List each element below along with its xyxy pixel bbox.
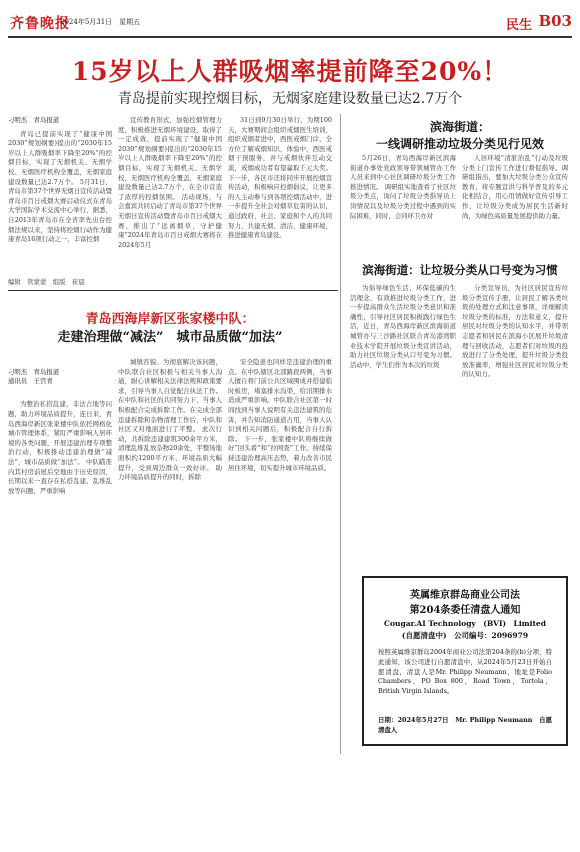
- story2-text-1: 为整治私搭乱建，非法占地等问题，助力环境品质提升，连日来，青岛西海岸新区张家楼中队依托网格化城市管理体系，紧盯严重影响人居环境的各类问题，开展违建治理专项整治行动，积极推动违建治理做“减法”，城市品质做“加法”。 中队瞄准内其村房前屋后空地由于历史原因，长期以来一直存在私搭乱建、乱堆乱放等问题，严重影响: [8, 400, 112, 495]
- main-headline: 15岁以上人群吸烟率提前降至20%！: [71, 57, 509, 86]
- notice-title: 英属维京群岛商业公司法: [410, 590, 520, 601]
- story4-column-1: [350, 284, 456, 370]
- notice-company-line-2: (自愿清盘中) 公司编号：2096979: [401, 631, 529, 640]
- story-divider: [8, 290, 338, 291]
- main-story-column-1: [8, 116, 112, 245]
- story2-headline-2: 走建治理做“减法” 城市品质做“加法”: [57, 330, 283, 345]
- main-subhead: 青岛提前实现控烟目标，无烟家庭建设数量已达2.7万个: [117, 91, 463, 107]
- story4-text-1: 为倡导绿色生活，环保低碳的生活理念，有效推进垃圾分类工作，进一步提高群众生活垃圾分类意识和准确性，引导社区居民积极践行绿色生活，近日，青岛西海岸新区滨海街道城管办与三沙路社区联合青岛港湾职业技术学院开展垃圾分类宣讲活动，助力社区垃圾分类从口号变为习惯。 活动中，学生们作为本次的垃圾: [350, 284, 456, 369]
- main-story-text-1: 青岛已提前实现了“健康中国2030”规划纲要)提出的“2030年15岁以上人群吸烟率下降至20%”的控烟目标，实现了无烟机关、无烟学校、无烟医疗机构全覆盖，无烟家庭建设数量已达2.7万个。 5月31日，青岛市第37个世界无烟日宣传活动暨青岛市百日戒烟大赛启动仪式在青岛大学国际学术交流中心举行，据悉，自2013年青岛市在全省率先出台控烟法规以来，坚持将控烟行动作为健康青岛16项行动之一，丰富控烟: [8, 129, 112, 244]
- story2-column-1: [8, 358, 112, 506]
- masthead-rule: [8, 36, 572, 38]
- story2-column-2: [118, 358, 222, 483]
- editor-line: 编辑 管蒙蒙 组版 崔晨: [8, 278, 85, 286]
- story3-column-2: [462, 154, 568, 221]
- story4-text-2: 分类宣导员，为社区居民宣传垃圾分类宣传手册，让居民了解各类垃圾的处理方式和注意事项，详细解读垃圾分类的标准，方法和意义，提升居民对垃圾分类的认知水平，并带领志愿者和居民在滨海小区展开垃圾清理与回收活动，志愿者们对垃圾的投放进行了分类处理，提升垃圾分类投放准确率，增强社区居民对垃圾分类的认知力。: [462, 284, 568, 379]
- main-story-column-2: [118, 116, 222, 250]
- issue-date: 2024年5月31日 星期五: [60, 18, 141, 26]
- legal-notice-box: [362, 576, 568, 746]
- story3-text-2: 人居环境“清脏治乱”行动及垃圾分类上门宣传工作进行督促指导。调研组指出，要加大垃圾分类公众宣传教育，将专题宣讲与科学普及的多元化相结合，用心用情做好宣传引导工作，让垃圾分类成为居民生活新时尚，为绿色高质量发展提供助力量。: [462, 154, 568, 220]
- story3-column-1: [350, 154, 456, 221]
- story2-column-3: [228, 358, 332, 473]
- story2-text-3: 安全隐患也同样是违建治理的重点。在中队辖区北部路段两侧，当事人擅自将门前公共区域围成并搭建临时板房，堵塞排水沟渠，给汛期排水造成严重影响。中队联合社区第一时间找到当事人说明有关违法建筑的危害，并告知消防通道占用，当事人认识到相关问题后，积极配合自行拆除。 下一步，张家楼中队将继续做好“回头看”和“拉网查”工作，持续保持违建治理高压态势，着力改善市民居住环境，切实提升城市环境品质。: [228, 358, 332, 472]
- masthead: [8, 10, 572, 36]
- story3-headline: 一线调研推动垃圾分类见行见效: [375, 137, 544, 151]
- story3-text-1: 5月26日，青岛西海岸新区滨海街道办事处党政领导带领城管办工作人员来到中心社区调研垃圾分类工作推进情况。 调研组实地查看了社区垃圾分类点，询问了垃圾分类指导员上岗情况以及垃圾分类过程中遇到的实际困难，同时，会同环卫办对: [350, 154, 456, 220]
- main-story-byline: 刁明杰 青岛报道: [8, 116, 60, 124]
- newspaper-logo: 齐鲁晚报: [10, 16, 70, 32]
- notice-body: 按照英属维京群岛2004年商业公司法第204条的(b)分项，特此通知，该公司进行自愿清盘中，从2024年5月23日开始自愿清盘，清盘人是Mr. Philipp Neumann，地址是Folio Chambers，PO Box 800，Road Town，Tortola，British Virgin Islands。: [378, 648, 552, 696]
- story2-text-2: 城镇容貌。为彻底解决该问题，中队联合社区积极与相关当事人沟通，耐心讲解相关法律法规和政策要求，引导当事人自觉配合执法工作。在中队和社区的共同努力下，当事人积极配合完成拆除工作。在完成全部违建拆除和杂物清理工作后，中队和社区又对地面进行了平整。 此次行动，共拆除违建建筑300余平方米，清理乱堆乱放杂物20余处，平整场地面积约1200平方米，环境品质大幅提升，受到周边群众一致好评。 助力环境品质提升的同时，拆除: [118, 358, 222, 482]
- story2-headline-1: 青岛西海岸新区张家楼中队：: [85, 312, 255, 327]
- main-story-column-3: [228, 116, 332, 241]
- page-number: B03: [538, 12, 572, 30]
- notice-company-line-1: Cougar.AI Technology (BVI) Limited: [384, 619, 546, 628]
- main-story-text-2: 宣传教育形式，加强控烟管理力度，积极推进无烟环境建设，取得了一定成效，提前实现了“健康中国2030”规划纲要)提出的“2030年15岁以上人群吸烟率下降至20%”的控烟目标，实现了无烟机关、无烟学校、无烟医疗机构全覆盖，无烟家庭建设数量已达2.7万个，在全市营造了浓厚的控烟氛围。 活动现场，与会嘉宾共同启动了青岛市第37个世界无烟日宣传活动暨青岛市百日戒烟大赛，推出了“远离烟草，守护健康”2024年青岛市百日戒烟大赛将在2024年5月: [118, 116, 222, 249]
- story2-byline: 刁明杰 青岛报道 通讯员 王宫青: [8, 367, 60, 386]
- section-name: 民生: [505, 18, 532, 33]
- story4-column-2: [462, 284, 568, 380]
- main-story-text-3: 31日到9月30日举行，为期100天，大赛期间会组织戒烟医生培训，组织戒烟者进中，西医戒烟门诊，全方位了解戒烟知识，体验中，西医戒烟干预服务，并与戒烟伙伴互动交流，戒烟成功者有望赢取千元大奖。 下一步，各区市还将同步开展控烟宣传活动，积极响应控烟倡议，让更多的人主动参与到各项控烟活动中，进一步提升全社会对烟草危害的认识，通过政府、社会、家庭和个人的共同努力，共建无烟、清洁，健康环境，推进健康青岛建设。: [228, 116, 332, 240]
- story4-headline: 滨海街道：让垃圾分类从口号变为习惯: [362, 263, 558, 277]
- notice-subtitle: 第204条委任清盘人通知: [409, 605, 521, 616]
- story3-kicker: 滨海街道：: [429, 120, 490, 134]
- notice-signature: 日期：2024年5月27日 Mr. Philipp Neumann 自愿清盘人: [378, 716, 552, 734]
- column-divider: [340, 114, 341, 754]
